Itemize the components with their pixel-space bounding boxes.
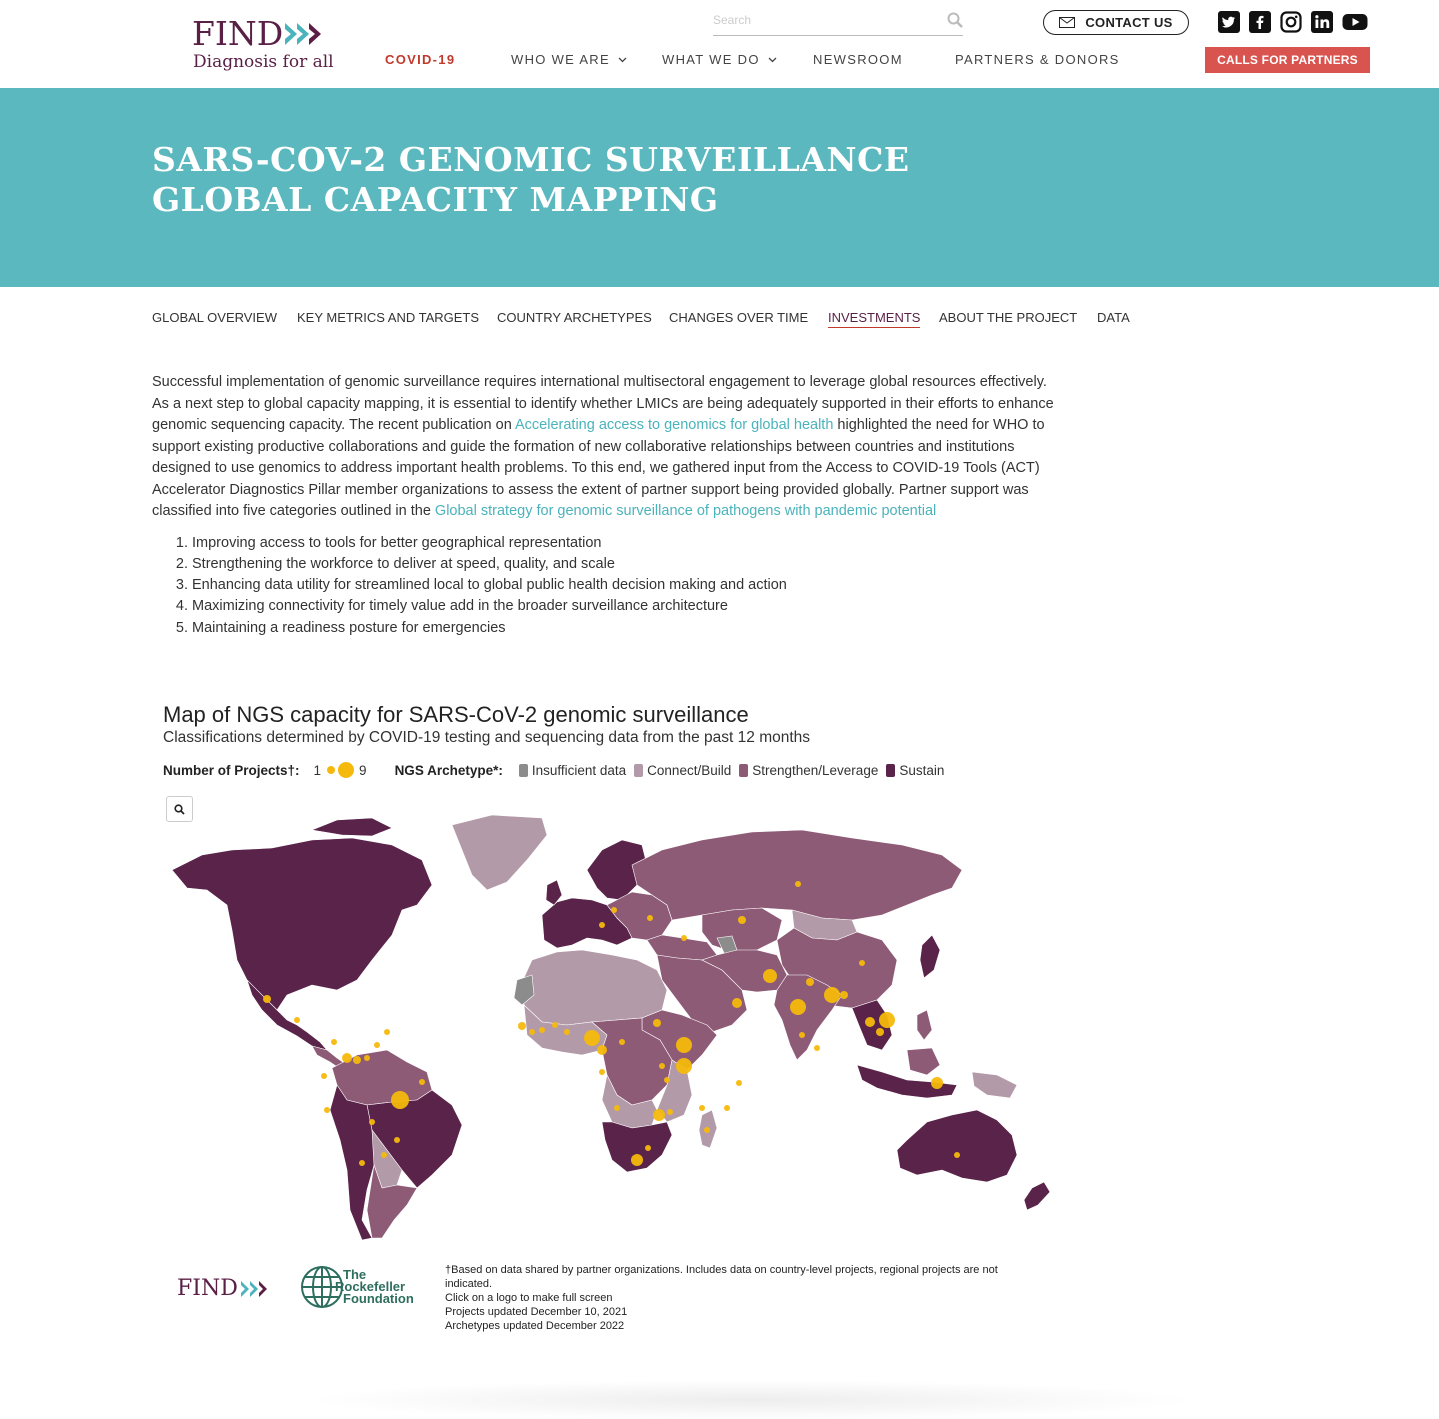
legend-item-insufficient: Insufficient data <box>531 762 627 778</box>
rockefeller-line: The <box>343 1267 367 1282</box>
magnifier-icon <box>174 804 185 815</box>
legend-item-strengthen: Strengthen/Leverage <box>752 762 879 778</box>
world-map[interactable] <box>162 810 1052 1240</box>
swatch-insufficient-data <box>519 764 528 777</box>
rockefeller-line: Foundation <box>343 1291 414 1306</box>
calls-for-partners-button[interactable]: CALLS FOR PARTNERS <box>1205 47 1370 73</box>
tab-investments[interactable]: INVESTMENTS <box>828 310 920 328</box>
map-title: Map of NGS capacity for SARS-CoV-2 genomic surveillance <box>163 702 749 727</box>
note-line: †Based on data shared by partner organizations. Includes data on country-level projects, regional projects are not indicated. <box>445 1264 998 1290</box>
text-span: Successful implementation of genomic surveillance requires international multisectoral engagement to leverage global resources effectively. As a next step to global capacity mapping, it is essential to identify whether LMICs are being adequately supported in their efforts to enhance genomic sequencing capacity. The recent publication on <box>152 374 1054 433</box>
page-title: SARS-COV-2 GENOMIC SURVEILLANCE GLOBAL CAPACITY MAPPING <box>152 140 910 219</box>
nav-label: WHAT WE DO <box>662 52 760 67</box>
contact-us-label: CONTACT US <box>1085 15 1173 30</box>
map-notes <box>445 1263 1045 1333</box>
legend-projects-max: 9 <box>359 762 367 778</box>
logo-arrows-icon <box>241 1280 273 1298</box>
list-item: 5. Maintaining a readiness posture for emergencies <box>192 618 1057 639</box>
instagram-icon[interactable] <box>1280 11 1302 33</box>
legend-projects-label: Number of Projects†: <box>163 762 300 778</box>
category-list <box>152 533 1057 639</box>
list-item: 4. Maximizing connectivity for timely value add in the broader surveillance architecture <box>192 596 1057 617</box>
nav-item-covid-19[interactable] <box>385 52 455 67</box>
region-new-zealand[interactable] <box>1024 1182 1050 1210</box>
intro-paragraph <box>152 372 1057 523</box>
tab-key-metrics[interactable]: KEY METRICS AND TARGETS <box>297 310 480 325</box>
swatch-connect-build <box>634 764 643 777</box>
tab-about-the-project[interactable]: ABOUT THE PROJECT <box>939 310 1078 325</box>
twitter-icon[interactable] <box>1218 11 1240 33</box>
logo-tagline: Diagnosis for all <box>193 52 334 72</box>
search-box <box>713 8 963 36</box>
nav-item-who-we-are[interactable] <box>511 52 627 67</box>
tab-changes-over-time[interactable]: CHANGES OVER TIME <box>669 310 809 325</box>
legend-item-sustain: Sustain <box>899 762 945 778</box>
region-russia[interactable] <box>632 830 962 920</box>
accelerating-access-link[interactable]: Accelerating access to genomics for global health <box>515 417 834 433</box>
find-footer-logo[interactable] <box>177 1276 273 1301</box>
nav-item-partners-donors[interactable] <box>955 52 1120 67</box>
region-borneo[interactable] <box>907 1048 940 1075</box>
tab-data[interactable]: DATA <box>1097 310 1130 325</box>
find-logo[interactable] <box>192 16 342 76</box>
region-greenland[interactable] <box>452 815 547 890</box>
note-line: Projects updated December 10, 2021 <box>445 1306 628 1318</box>
region-papua[interactable] <box>972 1072 1017 1098</box>
nav-label: NEWSROOM <box>813 52 903 67</box>
tab-global-overview[interactable]: GLOBAL OVERVIEW <box>152 310 277 325</box>
list-item: 3. Enhancing data utility for streamlined local to global public health decision making and action <box>192 575 1057 596</box>
social-links <box>1218 11 1364 33</box>
region-arctic-islands[interactable] <box>312 818 392 836</box>
nav-label: COVID-19 <box>385 52 456 67</box>
tab-country-archetypes[interactable]: COUNTRY ARCHETYPES <box>497 310 652 325</box>
note-line: Archetypes updated December 2022 <box>445 1320 625 1332</box>
region-japan[interactable] <box>920 935 940 978</box>
region-north-africa[interactable] <box>522 950 667 1025</box>
nav-item-what-we-do[interactable] <box>662 52 777 67</box>
nav-label: WHO WE ARE <box>511 52 610 67</box>
region-australia[interactable] <box>897 1110 1017 1182</box>
region-central-asia[interactable] <box>702 908 782 952</box>
chevron-down-icon <box>768 57 777 63</box>
facebook-icon[interactable] <box>1249 11 1271 33</box>
text-span: highlighted the need for WHO to support existing productive collaborations and guide the formation of new collaborative relationships between countries and institutions designed to use genomics to address important health problems. To this end, we gathered input from the Access to COVID-19 Tools (ACT) Accelerator Diagnostics Pillar member organizations to assess the extent of partner support being provided globally. Partner support was classified into five categories outlined in the <box>152 417 1045 519</box>
logo-wordmark: FIND <box>192 14 284 53</box>
site-header <box>0 0 1439 88</box>
youtube-icon[interactable] <box>1342 11 1364 33</box>
rockefeller-wordmark <box>335 1267 414 1306</box>
global-strategy-link[interactable]: Global strategy for genomic surveillance of pathogens with pandemic potential <box>434 503 937 519</box>
nav-label: PARTNERS & DONORS <box>955 52 1120 67</box>
find-footer-wordmark: FIND <box>177 1276 238 1301</box>
intro-text <box>152 372 1057 639</box>
contact-us-button[interactable] <box>1043 10 1189 35</box>
bottom-shadow <box>300 1380 1200 1419</box>
logo-arrows-icon <box>285 21 331 47</box>
note-line: Click on a logo to make full screen <box>445 1292 613 1304</box>
map-visualization <box>152 700 1057 1350</box>
nav-item-newsroom[interactable] <box>813 52 903 67</box>
search-input[interactable] <box>713 8 933 32</box>
region-philippines[interactable] <box>917 1010 932 1040</box>
swatch-strengthen-leverage <box>739 764 748 777</box>
swatch-sustain <box>886 764 895 777</box>
map-subtitle: Classifications determined by COVID-19 testing and sequencing data from the past 12 months <box>163 729 811 746</box>
mail-icon <box>1059 17 1075 28</box>
search-icon[interactable] <box>947 12 963 28</box>
legend-archetype-label: NGS Archetype*: <box>394 762 503 778</box>
list-item: 2. Strengthening the workforce to deliver at speed, quality, and scale <box>192 554 1057 575</box>
zoom-button[interactable] <box>166 796 193 822</box>
chevron-down-icon <box>618 57 627 63</box>
bubble-size-icon <box>325 761 355 779</box>
map-legend <box>163 761 944 779</box>
rockefeller-line: Rockefeller <box>335 1279 406 1294</box>
legend-projects-min: 1 <box>313 762 322 778</box>
list-item: 1. Improving access to tools for better geographical representation <box>192 533 1057 554</box>
region-north-america[interactable] <box>172 838 432 1010</box>
rockefeller-logo[interactable] <box>301 1265 426 1311</box>
hero-banner <box>0 88 1439 287</box>
legend-item-connect: Connect/Build <box>647 762 732 778</box>
linkedin-icon[interactable] <box>1311 11 1333 33</box>
